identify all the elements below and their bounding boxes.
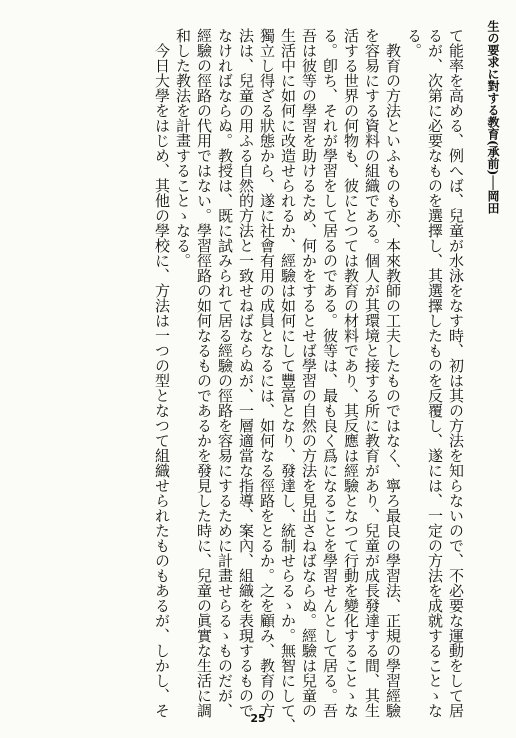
text-line: 活する世界の何物も、彼にとつては教育の材料であり、其反應は經驗となつて行動を變化することゝな — [342, 28, 360, 718]
text-line: を容易にする資料の組織である。個人が其環境と接する所に教育があり、兒童が成長發達する間、其生 — [363, 28, 381, 718]
text-line: る。 — [405, 28, 423, 58]
text-line: 吾は彼等の學習を助けるため、何かをするとせば學習の自然の方法を見出さねばならぬ。經驗は兒童の — [300, 28, 318, 718]
text-line: 教育の方法といふものも亦、本來教師の工夫したものではなく、寧ろ最良の學習法、正規の學習經驗 — [384, 28, 402, 718]
text-line: 經驗の徑路の代用ではない。學習徑路の如何なるものであるかを發見した時に、兒童の眞實な生活に調 — [195, 28, 213, 718]
page-number: 25 — [250, 712, 266, 725]
text-line: て能率を高める、例へば、兒童が水泳をなす時、初は其の方法を知らないので、不必要な運動をして居 — [447, 28, 465, 718]
text-line: なければならぬ。教授は、既に試みられて居る經驗の徑路を容易にするために計畫せらるゝものだが、 — [216, 28, 234, 718]
text-line: 今日大學をはじめ、其他の學校に、方法は一つの型となつて組織せられたものもあるが、しかし、そ — [153, 28, 171, 718]
text-line: 獨立し得ざる狀態から、遂に社會有用の成員となるには、如何なる徑路をとるか。之を顧み、教育の方 — [258, 28, 276, 718]
text-line: 和した教法を計畫することゝなる。 — [174, 28, 192, 268]
running-header: 生の要求に對する教育(承前)──岡田 — [486, 20, 500, 214]
text-line: 法は、兒童の用ふる自然的方法と一致せねばならぬが、一層適當な指導、案內、組織を表現するもので — [237, 28, 255, 718]
text-line: 生活中に如何に改造せられるか、經驗は如何にして豐富となり、發達し、統制せらるゝか。無智にして、 — [279, 28, 297, 733]
text-line: る。卽ち、それが學習をして居るのである。彼等は、最も良く爲になることを學習せんとして居る。吾 — [321, 28, 339, 718]
text-line: るが、次第に必要なものを選擇し、其選擇したものを反覆し、遂には、一定の方法を成就することゝな — [426, 28, 444, 718]
